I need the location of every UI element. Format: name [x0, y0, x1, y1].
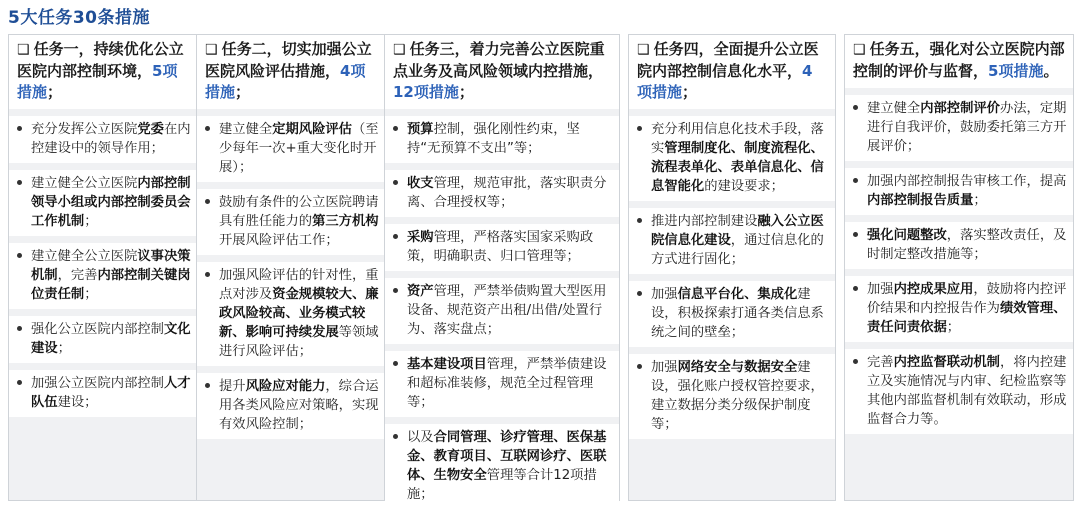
measure-item [197, 189, 385, 255]
bullet-icon [393, 288, 398, 293]
measure-item [197, 262, 385, 366]
item-text: ，鼓励将内控评价结果和内控报告作为 [867, 282, 1067, 316]
bullet-icon [853, 359, 858, 364]
measure-item [845, 349, 1073, 434]
task-heading-text: 任务五，强化对公立医院内部控制的评价与监督， [853, 40, 1065, 80]
heading-tail: ； [235, 83, 251, 101]
task-column [384, 34, 620, 501]
measure-item [9, 316, 197, 363]
emphasis-text: 风险应对能力 [245, 379, 326, 394]
item-text: 加强 [867, 282, 894, 297]
item-text: 开展风险评估工作； [219, 233, 339, 248]
task-heading-text: 任务三，着力完善公立医院重点业务及高风险领域内控措施， [393, 40, 605, 80]
emphasis-text: 网络安全与数据安全 [677, 360, 798, 375]
bullet-icon [17, 380, 22, 385]
emphasis-text: 文化建设 [31, 322, 191, 356]
bullet-icon [17, 180, 22, 185]
measure-count: 4项措施 [205, 62, 366, 101]
emphasis-text: 党委 [137, 122, 164, 137]
emphasis-text: 收支 [407, 176, 434, 191]
item-text: 加强公立医院内部控制 [31, 376, 164, 391]
task-heading [629, 35, 835, 109]
item-text: 管理，严禁举债购置大型医用设备、规范资产出租/出借/处置行为、落实盘点； [407, 284, 607, 337]
item-text: （至少每年一次+重大变化时开展）； [219, 122, 379, 175]
emphasis-text: 强化问题整改 [867, 228, 947, 243]
measure-item [845, 222, 1073, 269]
measure-item [845, 168, 1073, 215]
measure-count: 12项措施 [393, 83, 459, 101]
item-text: 完善 [867, 355, 894, 370]
task-items [845, 88, 1073, 500]
emphasis-text: 内控成果应用 [893, 282, 974, 297]
task-column [8, 34, 198, 501]
item-text: 建立健全 [867, 101, 921, 116]
measure-item [197, 373, 385, 439]
item-text: 加强 [651, 360, 678, 375]
measure-item [385, 424, 619, 507]
emphasis-text: 定期风险评估 [272, 122, 352, 137]
measure-count: 4项措施 [637, 62, 813, 101]
item-text: 控制，强化刚性约束，坚持“无预算不支出”等； [407, 122, 580, 156]
heading-tail: ； [458, 83, 474, 101]
item-text: 建立健全公立医院 [31, 176, 138, 191]
task-heading [385, 35, 619, 109]
bullet-icon [205, 199, 210, 204]
item-text: ，通过信息化的方式进行固化； [651, 233, 824, 267]
measure-item [385, 351, 619, 417]
emphasis-text: 采购 [407, 230, 434, 245]
bullet-icon [637, 291, 642, 296]
measure-item [385, 116, 619, 163]
heading-tail: ； [682, 83, 698, 101]
item-text: 建立健全 [219, 122, 273, 137]
bullet-icon [393, 126, 398, 131]
heading-tail: ； [47, 83, 63, 101]
bullet-icon [17, 253, 22, 258]
task-heading-text: 任务四，全面提升公立医院内部控制信息化水平， [637, 40, 819, 80]
item-text: 管理，严格落实国家采购政策，明确职责、归口管理等； [407, 230, 594, 264]
emphasis-text: 信息平台化、集成化 [677, 287, 798, 302]
item-text: 建立健全公立医院 [31, 249, 138, 264]
task-heading [197, 35, 385, 109]
bullet-icon [637, 218, 642, 223]
emphasis-text: 内控监督联动机制 [893, 355, 1000, 370]
item-text: 建设，积极探索打通各类信息系统之间的壁垒； [651, 287, 824, 340]
bullet-icon [205, 383, 210, 388]
task-heading [845, 35, 1073, 88]
emphasis-text: 合同管理、诊疗管理、医保基金、教育项目、互联网诊疗、医联体、生物安全 [407, 430, 607, 483]
measure-item [845, 276, 1073, 342]
bullet-icon [853, 105, 858, 110]
item-text: ，落实整改责任，及时制定整改措施等； [867, 228, 1067, 262]
emphasis-text: 管理制度化、制度流程化、流程表单化、表单信息化、信息智能化 [651, 141, 824, 194]
task-heading-text: 任务一，持续优化公立医院内部控制环境， [17, 40, 184, 80]
measure-item [629, 354, 835, 439]
item-text: ； [84, 287, 98, 302]
item-text: 管理等合计12项措施； [407, 468, 597, 502]
measure-item [9, 370, 197, 417]
item-text: ； [84, 214, 98, 229]
measure-item [629, 281, 835, 347]
checkbox-icon: ❑ [17, 42, 30, 58]
measure-item [385, 224, 619, 271]
bullet-icon [637, 364, 642, 369]
item-text: ； [57, 341, 71, 356]
task-column [844, 34, 1074, 501]
measure-item [197, 116, 385, 182]
bullet-icon [17, 126, 22, 131]
emphasis-text: 议事决策机制 [31, 249, 191, 283]
bullet-icon [205, 272, 210, 277]
item-text: 管理，严禁举债建设和超标准装修，规范全过程管理等； [407, 357, 607, 410]
emphasis-text: 内部控制领导小组或内部控制委员会工作机制 [31, 176, 191, 229]
emphasis-text: 内部控制评价 [920, 101, 1000, 116]
checkbox-icon: ❑ [637, 42, 650, 58]
task-items [629, 109, 835, 500]
item-text: ，完善 [57, 268, 98, 283]
item-text: 的建设要求； [704, 179, 784, 194]
emphasis-text: 绩效管理、责任问责依据 [867, 301, 1067, 335]
emphasis-text: 预算 [407, 122, 434, 137]
measure-item [629, 208, 835, 274]
item-text: 鼓励有条件的公立医院聘请具有胜任能力的 [219, 195, 379, 229]
item-text: 提升 [219, 379, 246, 394]
bullet-icon [393, 361, 398, 366]
measure-item [9, 116, 197, 163]
measure-count: 5项措施 [988, 62, 1044, 80]
measure-item [385, 170, 619, 217]
emphasis-text: 内部控制关键岗位责任制 [31, 268, 191, 302]
item-text: 推进内部控制建设 [651, 214, 758, 229]
emphasis-text: 内部控制报告质量 [867, 193, 974, 208]
checkbox-icon: ❑ [393, 42, 406, 58]
page-title: 5大任务30条措施 [8, 8, 150, 28]
task-items [197, 109, 385, 500]
task-columns [8, 34, 1074, 501]
bullet-icon [17, 326, 22, 331]
measure-item [9, 243, 197, 309]
item-text: 强化公立医院内部控制 [31, 322, 164, 337]
item-text: 等领域进行风险评估； [219, 325, 379, 359]
checkbox-icon: ❑ [853, 42, 866, 58]
measure-item [385, 278, 619, 344]
task-heading-text: 任务二，切实加强公立医院风险评估措施， [205, 40, 372, 80]
item-text: ； [973, 193, 987, 208]
emphasis-text: 第三方机构 [312, 214, 379, 229]
item-text: 建设； [57, 395, 98, 410]
item-text: ，综合运用各类风险应对策略，实现有效风险控制； [219, 379, 379, 432]
item-text: 在内控建设中的领导作用； [31, 122, 191, 156]
measure-item [845, 95, 1073, 161]
task-items [385, 109, 619, 500]
emphasis-text: 资产 [407, 284, 434, 299]
checkbox-icon: ❑ [205, 42, 218, 58]
item-text: ； [946, 320, 961, 335]
task-column [196, 34, 386, 501]
emphasis-text: 基本建设项目 [407, 357, 487, 372]
bullet-icon [393, 234, 398, 239]
task-column [628, 34, 836, 501]
bullet-icon [853, 232, 858, 237]
emphasis-text: 融入公立医院信息化建设 [651, 214, 824, 248]
task-heading [9, 35, 197, 109]
bullet-icon [853, 286, 858, 291]
bullet-icon [637, 126, 642, 131]
item-text: 以及 [407, 430, 434, 445]
task-items [9, 109, 197, 500]
heading-tail: 。 [1043, 62, 1059, 80]
measure-item [629, 116, 835, 201]
emphasis-text: 人才队伍 [31, 376, 191, 410]
item-text: 加强内部控制报告审核工作，提高 [867, 174, 1067, 189]
bullet-icon [205, 126, 210, 131]
bullet-icon [853, 178, 858, 183]
emphasis-text: 资金规模较大、廉政风险较高、业务模式较新、影响可持续发展 [219, 287, 379, 340]
item-text: 管理，规范审批，落实职责分离、合理授权等； [407, 176, 607, 210]
measure-item [9, 170, 197, 236]
bullet-icon [393, 434, 398, 439]
item-text: 充分利用信息化技术手段，落实 [651, 122, 824, 156]
item-text: 加强 [651, 287, 678, 302]
item-text: 建设，强化账户授权管控要求，建立数据分类分级保护制度等； [651, 360, 824, 432]
item-text: ，将内控建立及实施情况与内审、纪检监察等其他内部监督机制有效联动，形成监督合力等。 [867, 355, 1067, 427]
item-text: 加强风险评估的针对性，重点对涉及 [219, 268, 379, 302]
measure-count: 5项措施 [17, 62, 178, 101]
item-text: 办法，定期进行自我评价，鼓励委托第三方开展评价； [867, 101, 1067, 154]
item-text: 充分发挥公立医院 [31, 122, 138, 137]
bullet-icon [393, 180, 398, 185]
